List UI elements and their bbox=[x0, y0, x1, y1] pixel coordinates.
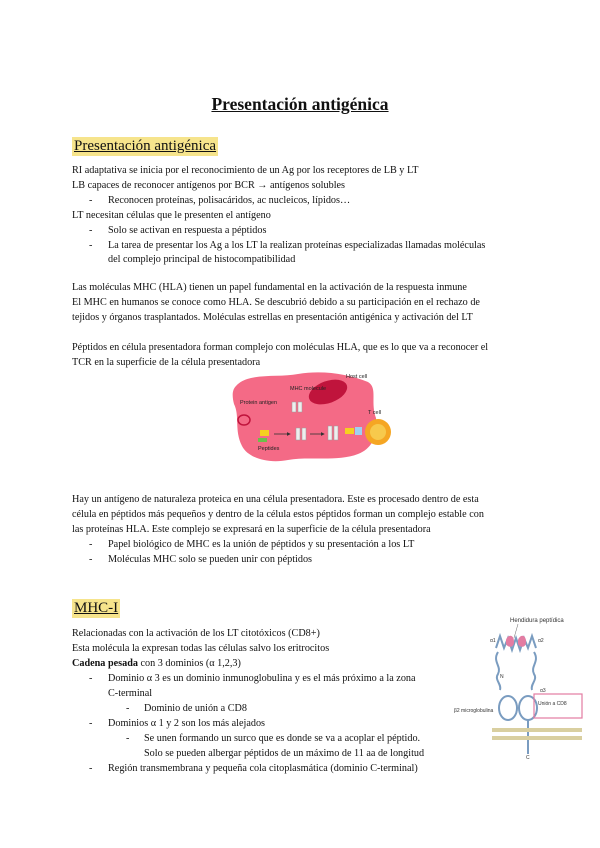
beta2-microglobulin bbox=[499, 696, 517, 720]
bullet-dash: - bbox=[89, 225, 93, 236]
mhc-molecule bbox=[292, 402, 296, 412]
membrane bbox=[492, 728, 582, 732]
bullet-item: Moléculas MHC solo se pueden unir con péptidos bbox=[108, 554, 313, 565]
alpha2-label: α2 bbox=[538, 638, 544, 644]
sub-bullet-item: Se unen formando un surco que es donde se va a acoplar el péptido. bbox=[144, 733, 421, 744]
bullet-dash: - bbox=[89, 195, 93, 206]
bullet-dash: - bbox=[89, 240, 93, 251]
bullet-item: Dominios α 1 y 2 son los más alejados bbox=[108, 718, 266, 729]
beta2m-label: β2 microglobulina bbox=[454, 708, 494, 714]
mhc-molecule bbox=[302, 428, 306, 440]
bullet-item: del complejo principal de histocompatibilidad bbox=[108, 254, 296, 265]
antigen-presentation-figure bbox=[228, 368, 418, 468]
peptide-fragment bbox=[258, 438, 267, 442]
bullet-item: C-terminal bbox=[108, 688, 153, 699]
membrane bbox=[492, 736, 582, 740]
bullet-item: Solo se activan en respuesta a péptidos bbox=[108, 225, 267, 236]
bullet-dash: - bbox=[126, 703, 130, 714]
paragraph-line: Relacionadas con la activación de los LT citotóxicos (CD8+) bbox=[72, 628, 320, 639]
paragraph-line: LT necesitan células que le presenten el antígeno bbox=[72, 210, 271, 221]
paragraph-line: El MHC en humanos se conoce como HLA. Se descubrió debido a su participación en el rechazo de bbox=[72, 297, 480, 308]
paragraph-line: Esta molécula la expresan todas las células salvo los eritrocitos bbox=[72, 643, 330, 654]
alpha3-label: α3 bbox=[540, 688, 546, 694]
tcr-receptor bbox=[345, 428, 354, 434]
paragraph-line: las proteínas HLA. Este complejo se expresará en la superficie de la célula presentadora bbox=[72, 524, 431, 535]
t-cell-label: T cell bbox=[368, 410, 382, 416]
bullet-item: Dominio α 3 es un dominio inmunoglobulina y es el más próximo a la zona bbox=[108, 673, 416, 684]
peptide-cleft-label: Hendidura peptídica bbox=[510, 618, 564, 624]
mhc-molecule bbox=[296, 428, 300, 440]
paragraph-line: LB capaces de reconocer antígenos por BCR → antígenos solubles bbox=[72, 180, 346, 191]
bullet-dash: - bbox=[89, 539, 93, 550]
tcr-receptor bbox=[355, 427, 362, 435]
bullet-item: Reconocen proteínas, polisacáridos, ac nucleicos, lípidos… bbox=[108, 195, 351, 206]
bullet-dash: - bbox=[89, 718, 93, 729]
host-cell-label: Host cell bbox=[346, 374, 368, 380]
mhc-i-structure-figure bbox=[452, 612, 592, 760]
paragraph-line: célula en péptidos más pequeños y dentro de la célula estos péptidos forman un complejo estable con bbox=[72, 509, 484, 520]
page-title: Presentación antigénica bbox=[211, 94, 389, 114]
protein-antigen-label: Protein antigen bbox=[240, 400, 277, 406]
bullet-dash: - bbox=[89, 673, 93, 684]
paragraph-line: Cadena pesada con 3 dominios (α 1,2,3) bbox=[72, 658, 241, 669]
sub-bullet-item: Solo se pueden albergar péptidos de un máximo de 11 aa de longitud bbox=[144, 748, 425, 759]
sub-bullet-item: Dominio de unión a CD8 bbox=[144, 703, 247, 714]
c-terminus-label: C bbox=[526, 755, 530, 760]
bullet-item: Región transmembrana y pequeña cola citoplasmática (dominio C-terminal) bbox=[108, 763, 418, 774]
paragraph-line: Hay un antígeno de naturaleza proteica en una célula presentadora. Este es procesado dentro de esta bbox=[72, 494, 479, 505]
peptide-binding-groove bbox=[496, 636, 536, 650]
peptides-label: Peptides bbox=[258, 446, 280, 452]
paragraph-line: Las moléculas MHC (HLA) tienen un papel fundamental en la activación de la respuesta inmune bbox=[72, 282, 467, 293]
bullet-item: Papel biológico de MHC es la unión de péptidos y su presentación a los LT bbox=[108, 539, 415, 550]
peptide bbox=[518, 636, 526, 647]
bullet-item: La tarea de presentar los Ag a los LT la realizan proteínas especializadas llamadas moléculas bbox=[108, 240, 486, 251]
paragraph-line: TCR en la superficie de la célula presentadora bbox=[72, 357, 261, 368]
n-terminus-label: N bbox=[500, 674, 504, 680]
cd8-binding-label: Unión a CD8 bbox=[538, 701, 567, 707]
section-heading-presentacion: Presentación antigénica bbox=[74, 138, 217, 154]
peptide-fragment bbox=[260, 430, 269, 436]
mhc-molecule bbox=[328, 426, 332, 440]
alpha1-label: α1 bbox=[490, 638, 496, 644]
mhc-molecule bbox=[298, 402, 302, 412]
mhc-label: MHC molecule bbox=[290, 386, 327, 392]
paragraph-line: Péptidos en célula presentadora forman complejo con moléculas HLA, que es lo que va a reconocer el bbox=[72, 342, 489, 353]
mhc-molecule bbox=[334, 426, 338, 440]
paragraph-line: tejidos y órganos trasplantados. Moléculas estrellas en presentación antigénica y activación del LT bbox=[72, 312, 473, 323]
bullet-dash: - bbox=[89, 554, 93, 565]
bullet-dash: - bbox=[89, 763, 93, 774]
bullet-dash: - bbox=[126, 733, 130, 744]
section-heading-mhc-i: MHC-I bbox=[74, 600, 119, 616]
paragraph-line: RI adaptativa se inicia por el reconocimiento de un Ag por los receptores de LB y LT bbox=[72, 165, 419, 176]
